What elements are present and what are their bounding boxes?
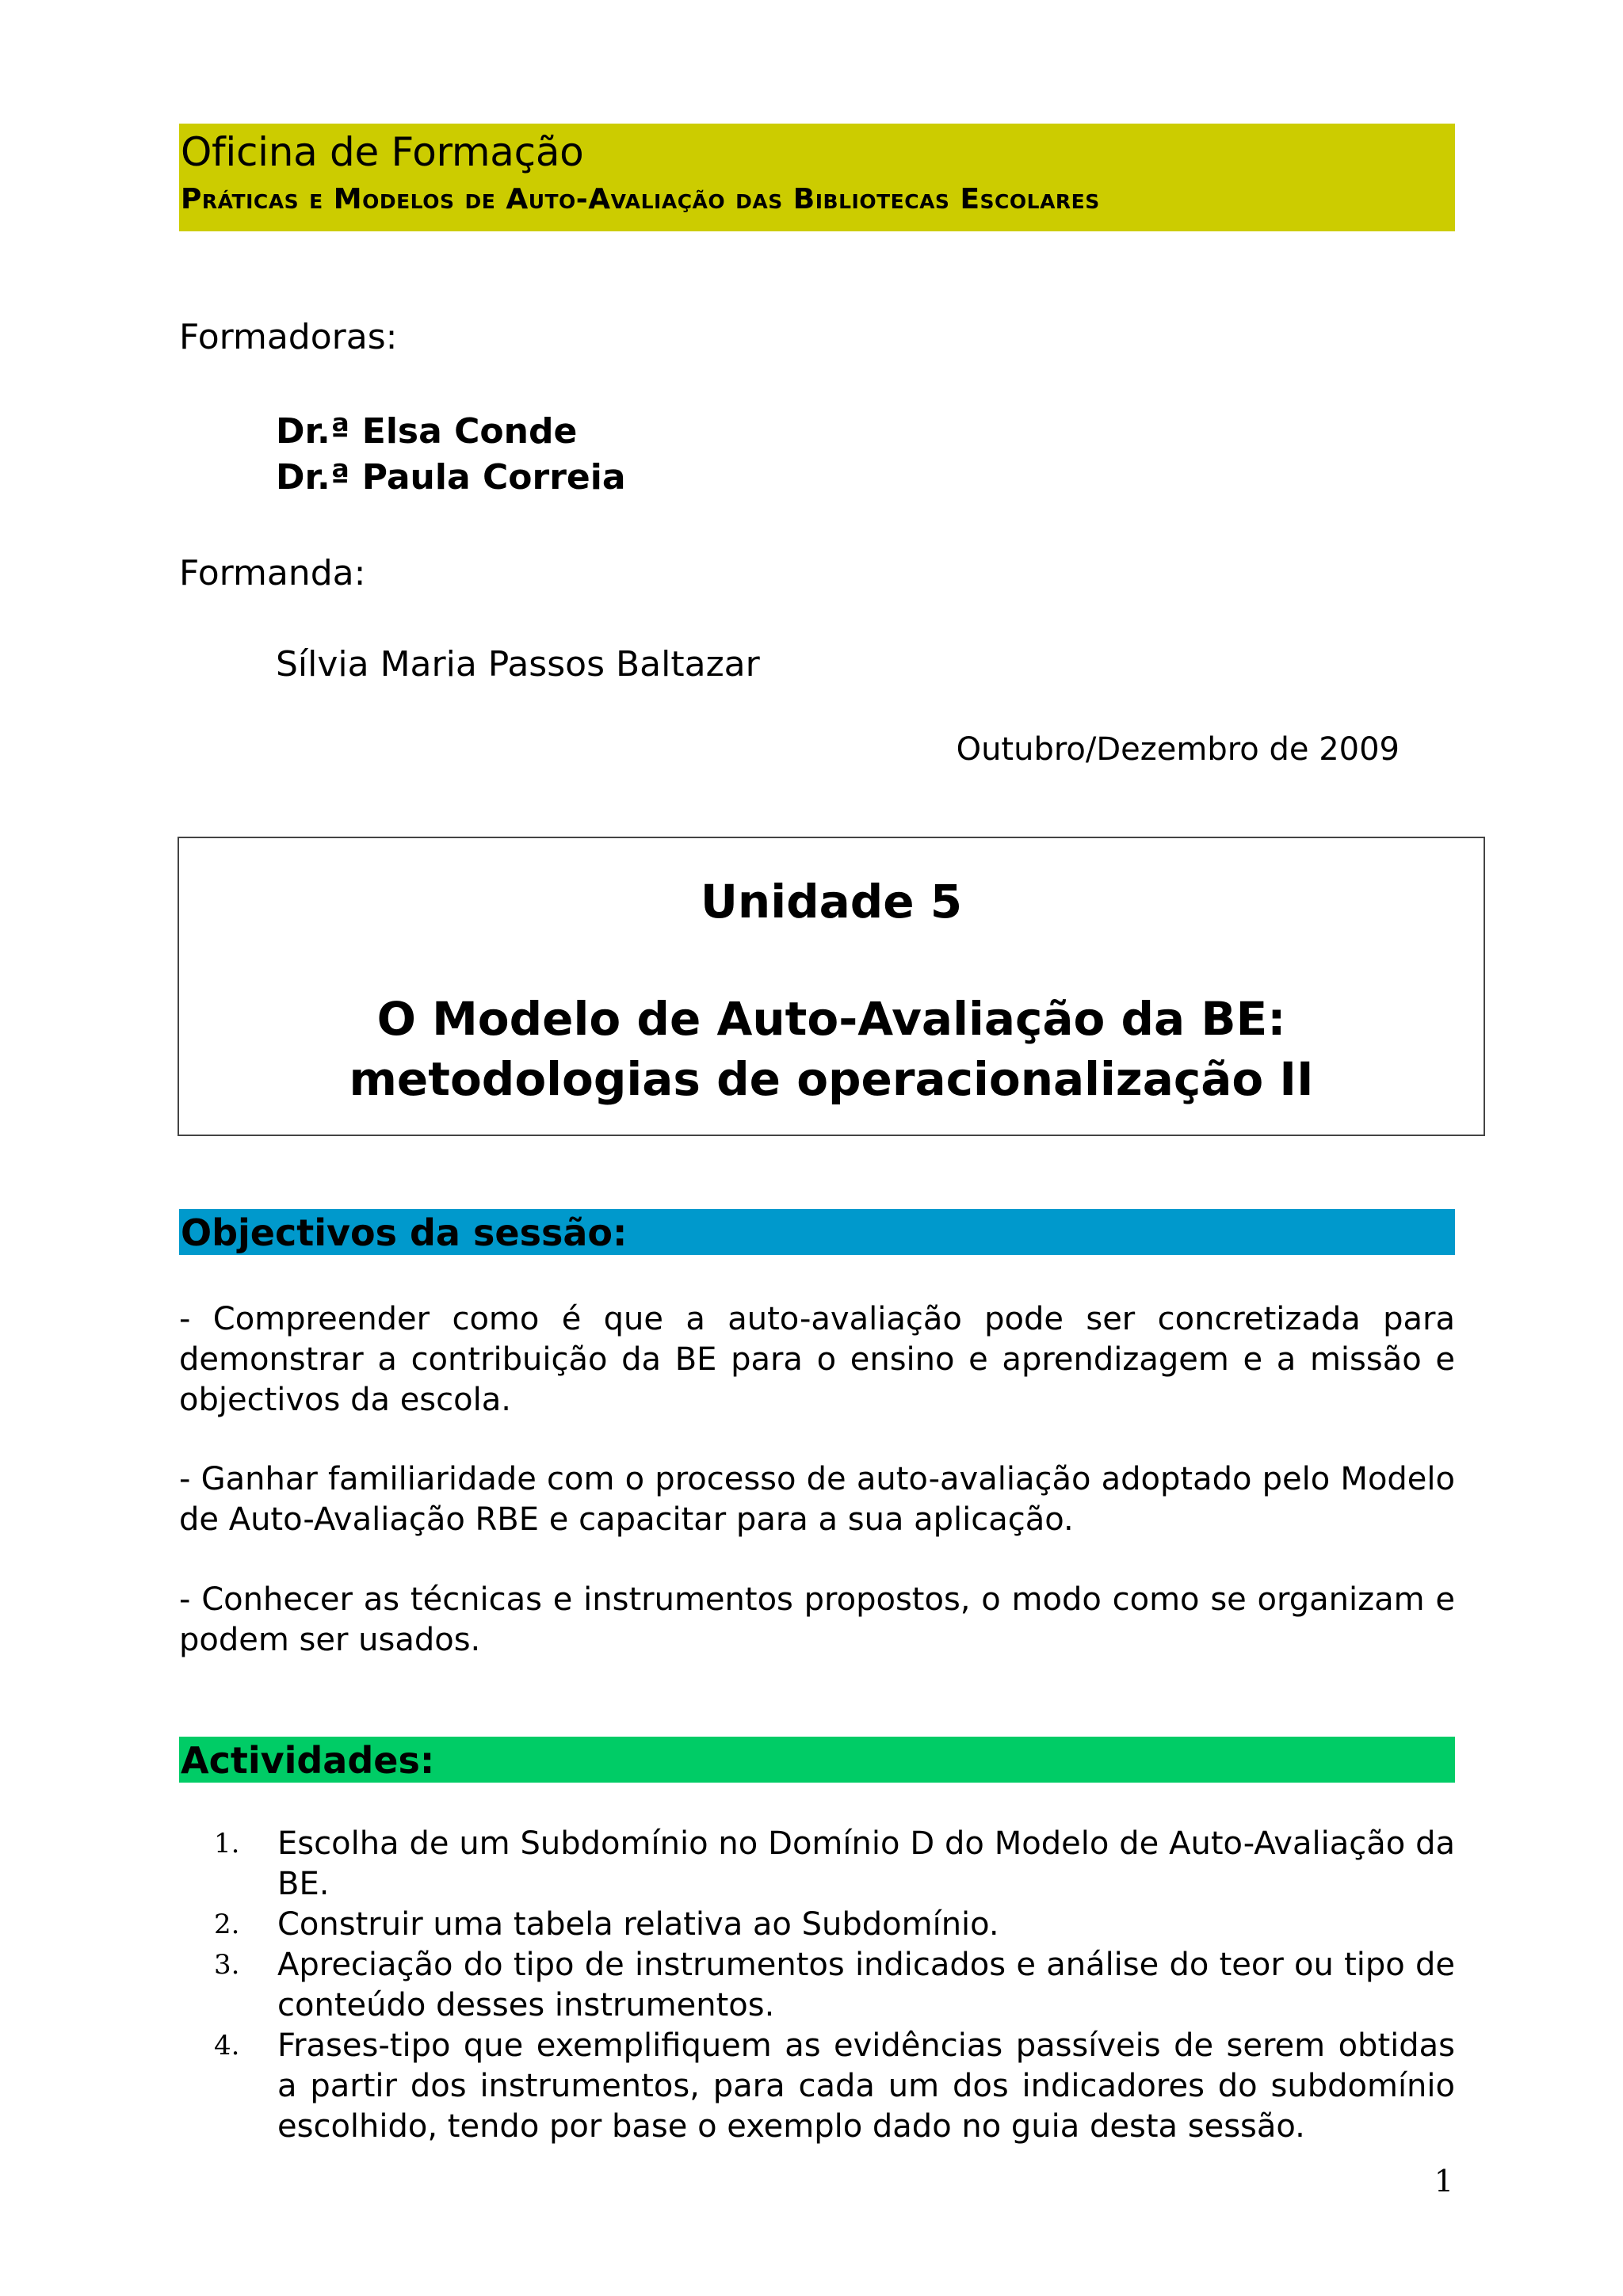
course-title: Práticas e Modelos de Auto-Avaliação das Bibliotecas Escolares — [181, 183, 1100, 215]
list-number: 4. — [214, 2030, 240, 2061]
list-item — [214, 1905, 1455, 1945]
list-item — [214, 1945, 1455, 2026]
trainer-name: Dr.ª Paula Correia — [276, 457, 626, 498]
page-number: 1 — [1434, 2164, 1453, 2199]
unit-box — [178, 837, 1485, 1136]
date: Outubro/Dezembro de 2009 — [956, 731, 1400, 768]
list-number: 3. — [214, 1949, 240, 1981]
list-item — [214, 2026, 1455, 2147]
trainer-name: Dr.ª Elsa Conde — [276, 411, 578, 452]
activities-heading: Actividades: — [179, 1737, 1455, 1783]
objective-item: - Conhecer as técnicas e instrumentos propostos, o modo como se organizam e podem ser usados. — [179, 1581, 1455, 1658]
activity-text: Escolha de um Subdomínio no Domínio D do Modelo de Auto-Avaliação da BE. — [277, 1825, 1455, 1902]
objective-item: - Compreender como é que a auto-avaliação pode ser concretizada para demonstrar a contribuição da BE para o ensino e aprendizagem e a missão e objectivos da escola. — [179, 1301, 1455, 1418]
course-label: Oficina de Formação — [181, 129, 584, 175]
list-number: 1. — [214, 1828, 240, 1859]
activity-text: Apreciação do tipo de instrumentos indicados e análise do teor ou tipo de conteúdo desses instrumentos. — [277, 1947, 1455, 2023]
unit-subtitle: O Modelo de Auto-Avaliação da BE: metodologias de operacionalização II — [349, 992, 1314, 1106]
trainee-label: Formanda: — [179, 553, 366, 593]
trainers-label: Formadoras: — [179, 317, 398, 357]
list-number: 2. — [214, 1909, 240, 1940]
objective-item: - Ganhar familiaridade com o processo de auto-avaliação adoptado pelo Modelo de Auto-Avaliação RBE e capacitar para a sua aplicação. — [179, 1461, 1455, 1538]
activities-list — [214, 1824, 1455, 2147]
activity-text: Construir uma tabela relativa ao Subdomínio. — [277, 1906, 999, 1943]
objectives-heading: Objectivos da sessão: — [179, 1209, 1455, 1255]
trainee-name: Sílvia Maria Passos Baltazar — [276, 644, 760, 685]
activity-text: Frases-tipo que exemplifiquem as evidências passíveis de serem obtidas a partir dos instrumentos, para cada um dos indicadores do subdomínio escolhido, tendo por base o exemplo dado no guia desta sessão. — [277, 2027, 1455, 2145]
course-header — [179, 124, 1455, 231]
list-item — [214, 1824, 1455, 1905]
unit-title: Unidade 5 — [700, 875, 963, 929]
